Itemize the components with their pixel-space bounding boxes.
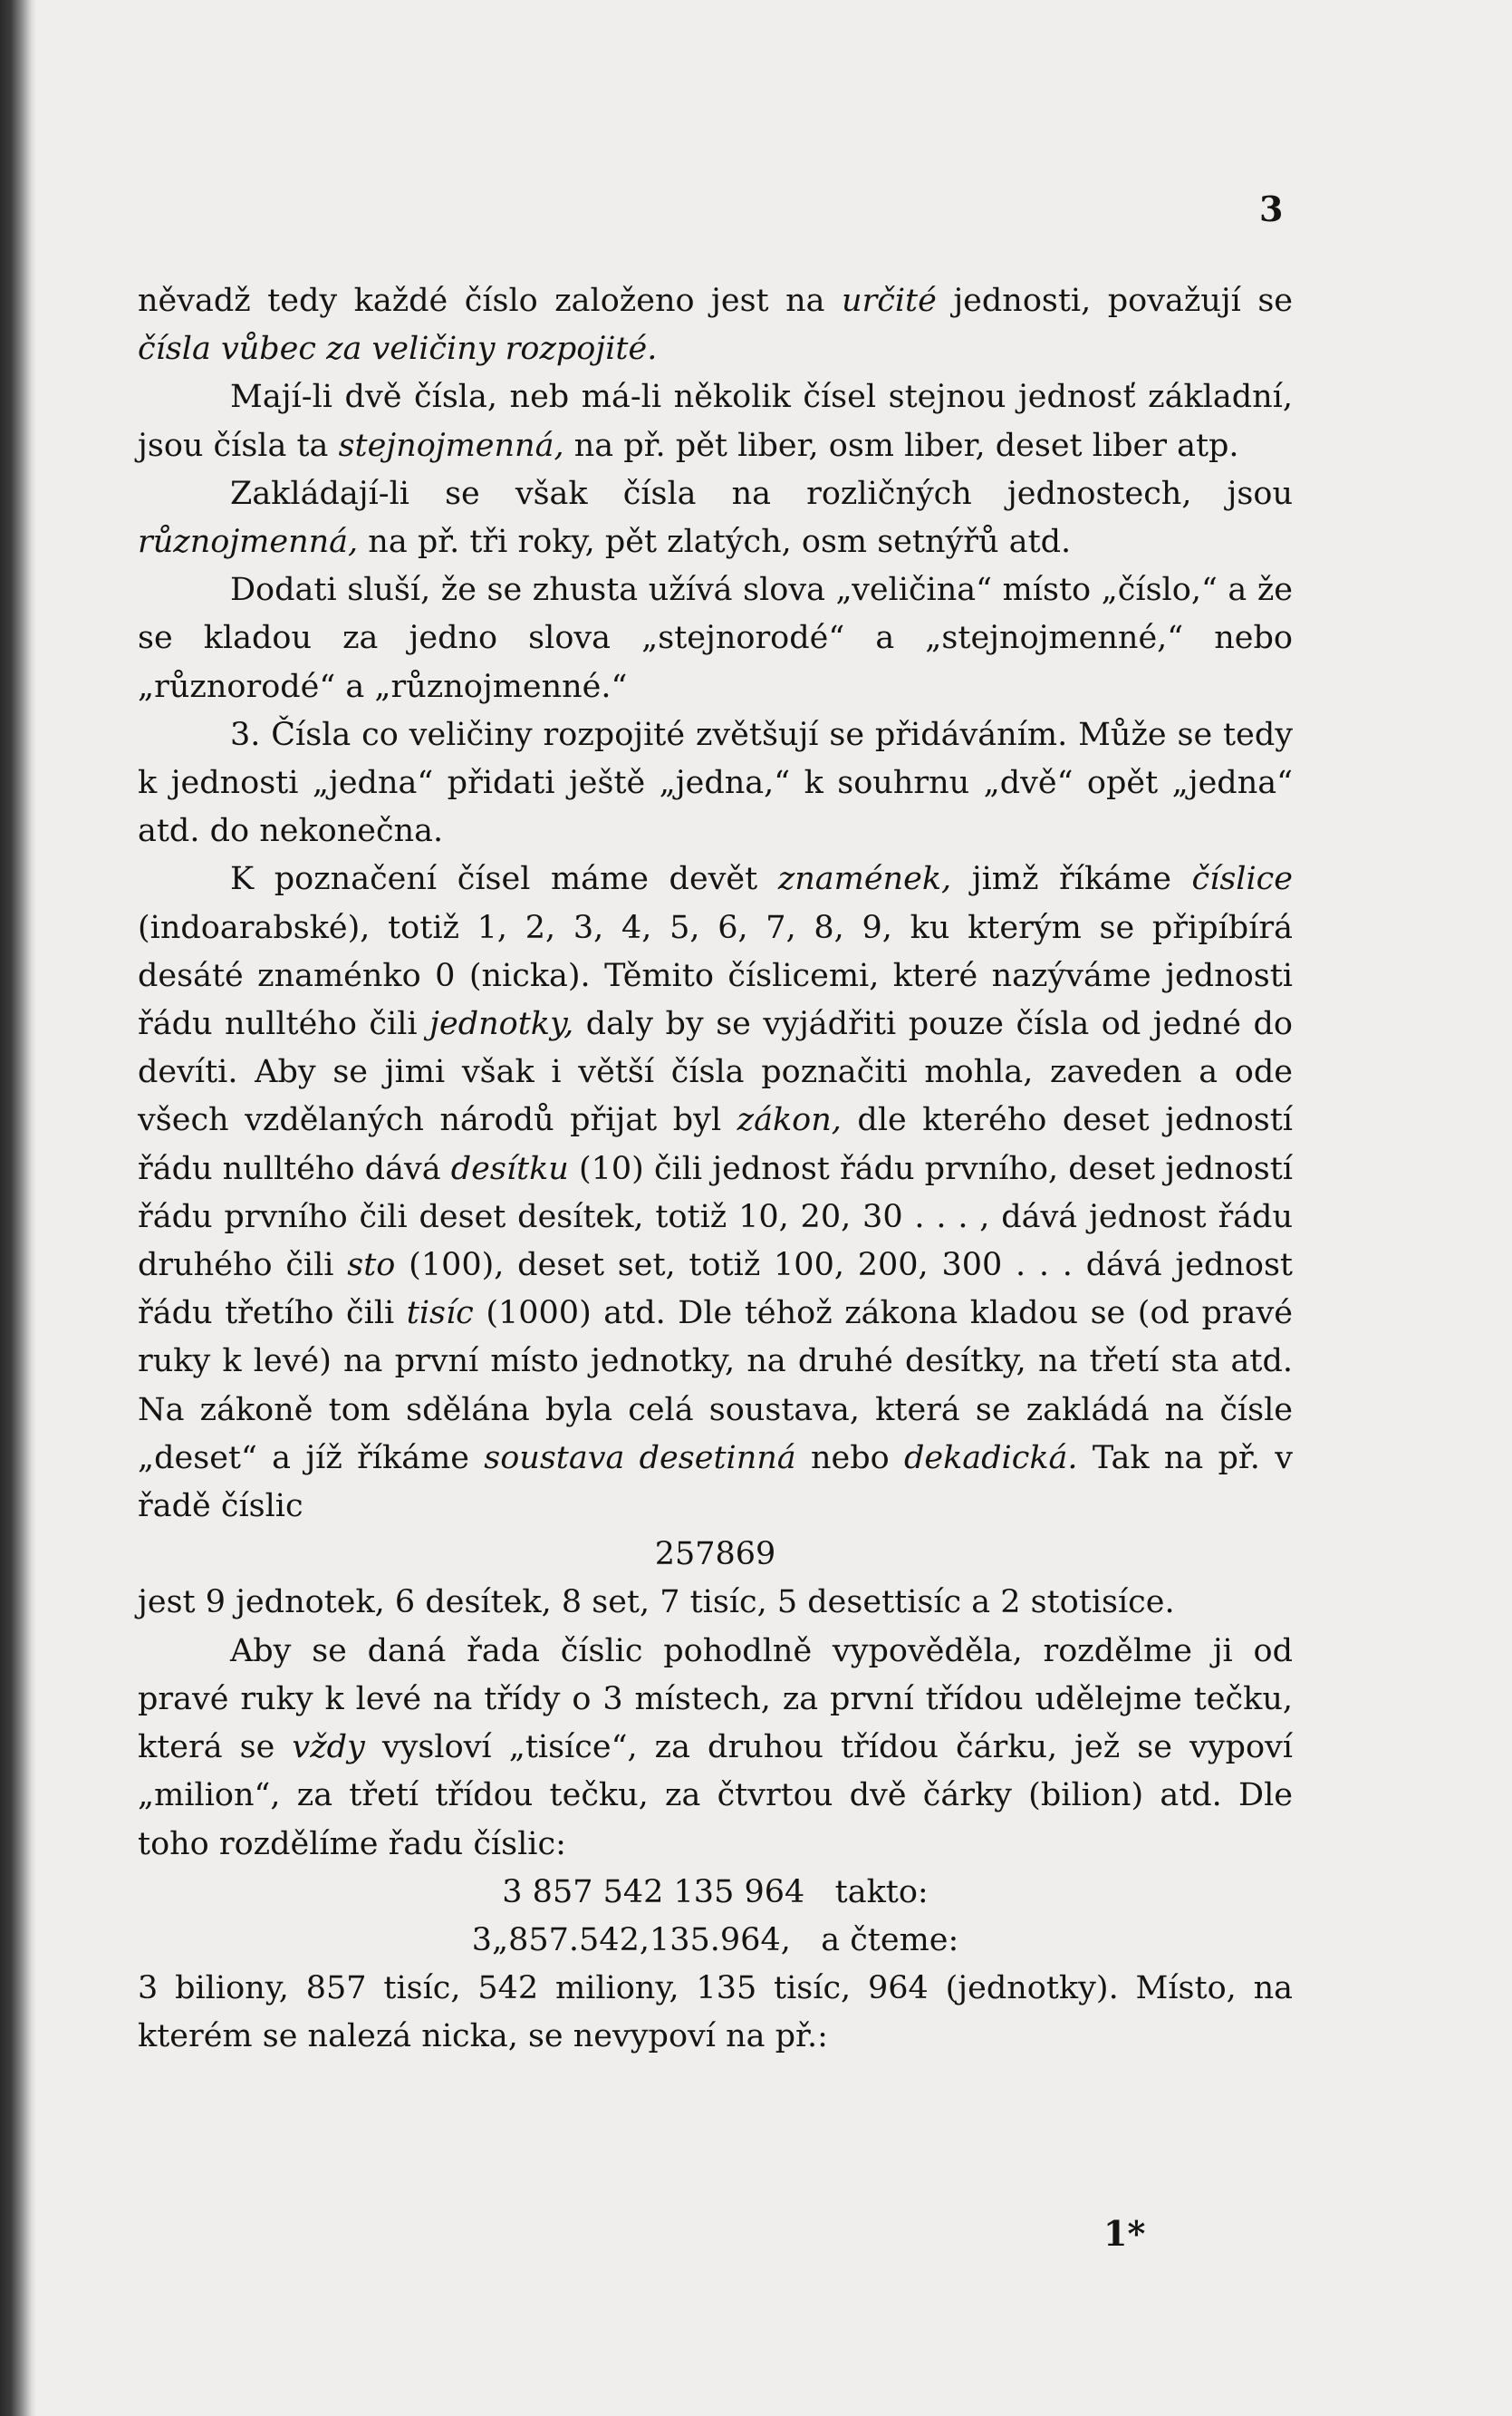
body-text xyxy=(138,277,1293,2062)
section-3-paragraph: 3. Čísla co veličiny rozpojité zvětšují se přidáváním. Může se tedy k jednosti „jedna“ přidati ještě „jedna,“ k souhrnu „dvě“ opět „jedna“ atd. do nekonečna. xyxy=(138,716,1293,850)
paragraph: Zakládají-li se však čísla na rozličných jednostech, jsou různojmenná, na př. tři roky, pět zlatých, osm setnýřů atd. xyxy=(138,475,1293,561)
paragraph: jest 9 jednotek, 6 desítek, 8 set, 7 tisíc, 5 desettisíc a 2 stotisíce. xyxy=(138,1584,1175,1621)
paragraph: Aby se daná řada číslic pohodlně vypověděla, rozdělme ji od pravé ruky k levé na třídy o 3 místech, za první třídou udělejme tečku, která se vždy vysloví „tisíce“, za druhou třídou čárku, jež se vypoví „milion“, za třetí třídou tečku, za čtvrtou dvě čárky (bilion) atd. Dle toho rozdělíme řadu číslic: xyxy=(138,1632,1294,1862)
page-number: 3 xyxy=(1259,188,1284,229)
paragraph: K poznačení čísel máme devět znamének, jimž říkáme číslice (indoarabské), totiž 1, 2, 3, 4, 5, 6, 7, 8, 9, ku kterým se připíbírá desáté znaménko 0 (nicka). Těmito číslicemi, které nazýváme jednosti řádu nulltého čili jednotky, daly by se vyjádřiti pouze čísla od jedné do devíti. Aby se jimi však i větší čísla poznačiti mohla, zaveden a ode všech vzdělaných národů přijat byl zákon, dle kterého deset jedností řádu nulltého dává desítku (10) čili jednost řádu prvního, deset jedností řádu prvního čili deset desítek, totiž 10, 20, 30 . . . , dává jednost řádu druhého čili sto (100), deset set, totiž 100, 200, 300 . . . dává jednost řádu třetího čili tisíc (1000) atd. Dle téhož zákona kladou se (od pravé ruky k levé) na první místo jednotky, na druhé desítky, na třetí sta atd. Na zákoně tom sdělána byla celá soustava, která se zakládá na čísle „deset“ a jíž říkáme soustava desetinná nebo dekadická. Tak na př. v řadě číslic xyxy=(138,861,1293,1525)
paragraph: Dodati sluší, že se zhusta užívá slova „veličina“ místo „číslo,“ a že se kladou za jedno slova „stejnorodé“ a „stejnojmenné,“ nebo „různorodé“ a „různojmenné.“ xyxy=(138,572,1293,705)
example-number-row: 3„857.542,135.964, a čteme: xyxy=(471,1921,959,1958)
scan-binding-edge xyxy=(0,0,36,2416)
paragraph: 3 biliony, 857 tisíc, 542 miliony, 135 tisíc, 964 (jednotky). Místo, na kterém se nalezá nicka, se nevypoví na př.: xyxy=(138,1970,1293,2055)
example-number: 257869 xyxy=(654,1536,776,1573)
paragraph: něvadž tedy každé číslo založeno jest na určité jednosti, považují se čísla vůbec za veličiny rozpojité. xyxy=(138,283,1293,368)
paragraph: Mají-li dvě čísla, neb má-li několik čísel stejnou jednosť základní, jsou čísla ta stejnojmenná, na př. pět liber, osm liber, deset liber atp. xyxy=(138,379,1293,464)
page-signature: 1* xyxy=(1103,2213,1146,2254)
example-number-row: 3 857 542 135 964 takto: xyxy=(502,1873,929,1910)
